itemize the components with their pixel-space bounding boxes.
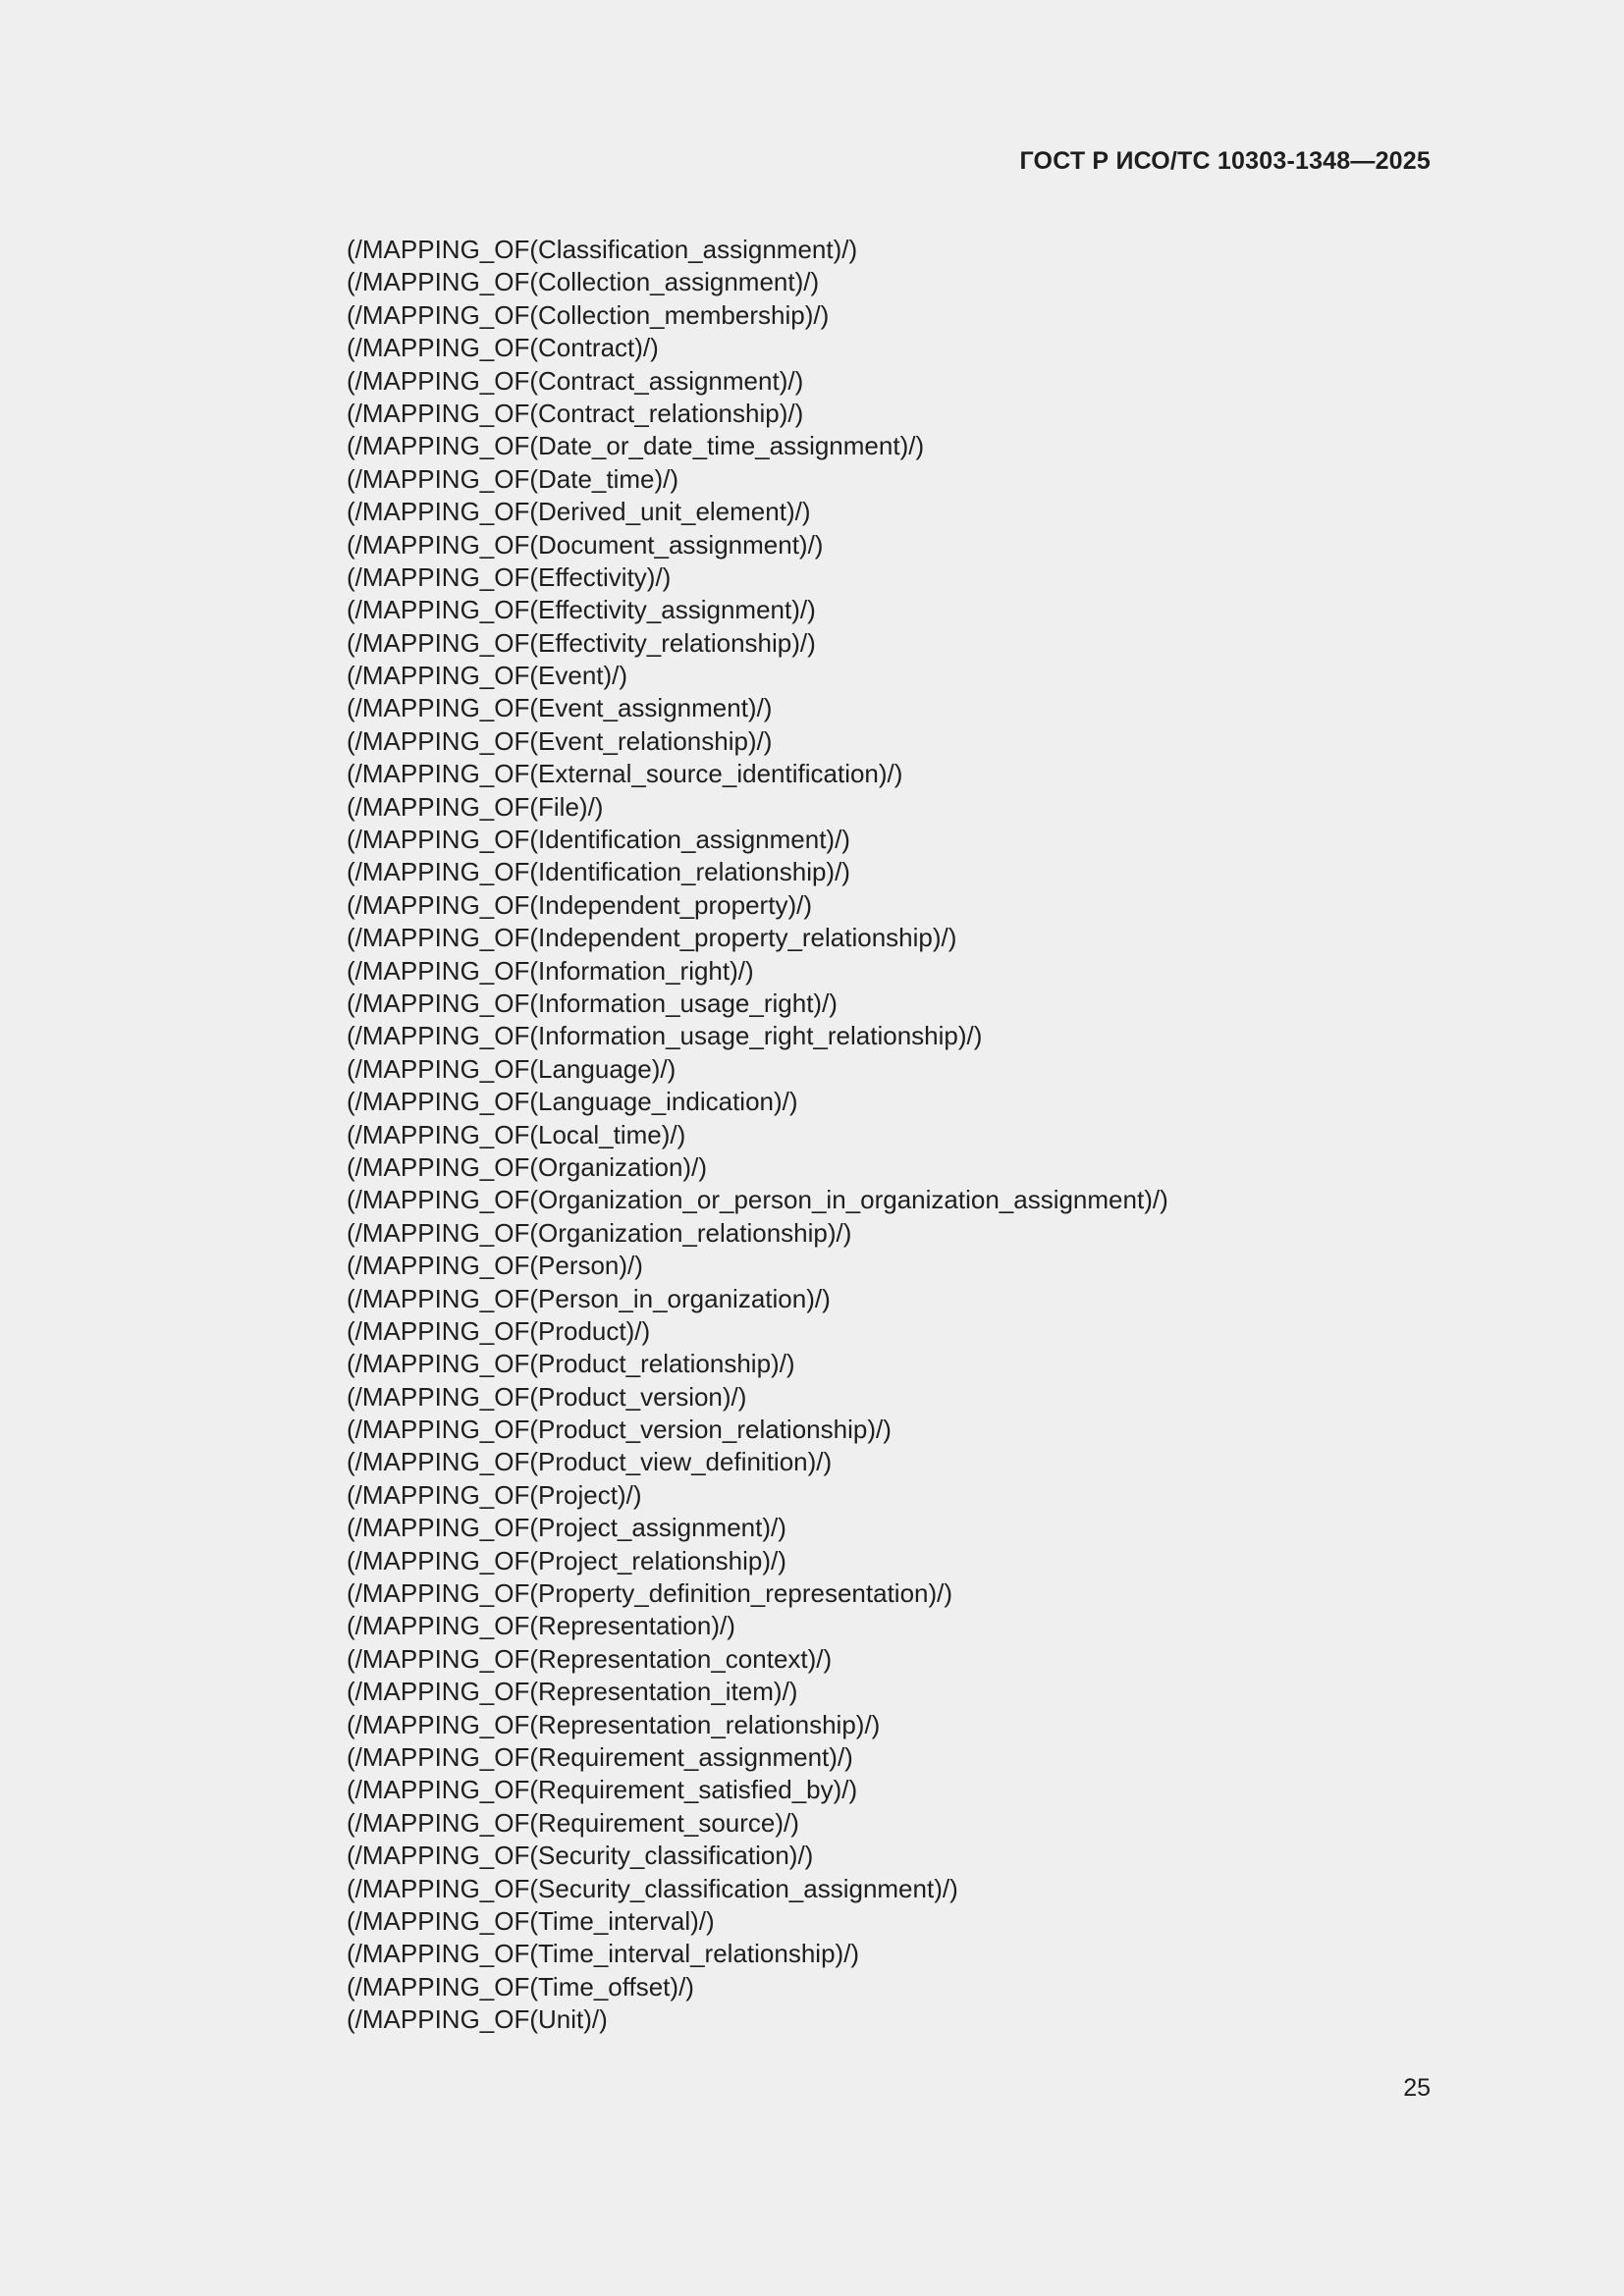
mapping-line: (/MAPPING_OF(Organization_or_person_in_organization_assignment)/)	[347, 1185, 1168, 1215]
mapping-line: (/MAPPING_OF(Project_relationship)/)	[347, 1545, 786, 1575]
mapping-line: (/MAPPING_OF(File)/)	[347, 791, 604, 822]
mapping-line: (/MAPPING_OF(Information_usage_right_relationship)/)	[347, 1021, 983, 1051]
mapping-line: (/MAPPING_OF(Requirement_assignment)/)	[347, 1741, 853, 1772]
mapping-line: (/MAPPING_OF(Security_classification_assignment)/)	[347, 1873, 958, 1903]
mapping-line: (/MAPPING_OF(Collection_assignment)/)	[347, 267, 820, 297]
mapping-line: (/MAPPING_OF(Unit)/)	[347, 2004, 608, 2035]
mapping-list	[347, 234, 1168, 2036]
mapping-line: (/MAPPING_OF(Organization)/)	[347, 1151, 707, 1182]
mapping-line: (/MAPPING_OF(Information_usage_right)/)	[347, 988, 838, 1018]
mapping-line: (/MAPPING_OF(Information_right)/)	[347, 955, 754, 986]
mapping-line: (/MAPPING_OF(Event_relationship)/)	[347, 725, 773, 756]
mapping-line: (/MAPPING_OF(Security_classification)/)	[347, 1841, 814, 1871]
mapping-line: (/MAPPING_OF(Date_time)/)	[347, 463, 679, 494]
mapping-line: (/MAPPING_OF(Language)/)	[347, 1053, 677, 1084]
mapping-line: (/MAPPING_OF(Property_definition_representation)/)	[347, 1578, 953, 1609]
mapping-line: (/MAPPING_OF(Document_assignment)/)	[347, 529, 824, 560]
mapping-line: (/MAPPING_OF(Language_indication)/)	[347, 1087, 798, 1117]
mapping-line: (/MAPPING_OF(Effectivity)/)	[347, 561, 672, 592]
mapping-line: (/MAPPING_OF(Identification_relationship)/)	[347, 857, 850, 887]
mapping-line: (/MAPPING_OF(Effectivity_relationship)/)	[347, 627, 816, 658]
mapping-line: (/MAPPING_OF(Representation_relationship)/)	[347, 1709, 881, 1739]
mapping-line: (/MAPPING_OF(Time_offset)/)	[347, 1971, 694, 2002]
mapping-line: (/MAPPING_OF(Person)/)	[347, 1251, 643, 1281]
mapping-line: (/MAPPING_OF(Representation)/)	[347, 1611, 735, 1641]
mapping-line: (/MAPPING_OF(Classification_assignment)/)	[347, 235, 858, 264]
mapping-line: (/MAPPING_OF(Product_relationship)/)	[347, 1349, 795, 1379]
mapping-line: (/MAPPING_OF(Product_view_definition)/)	[347, 1447, 833, 1477]
mapping-line: (/MAPPING_OF(Product)/)	[347, 1315, 651, 1346]
mapping-line: (/MAPPING_OF(Local_time)/)	[347, 1119, 686, 1149]
mapping-line: (/MAPPING_OF(Representation_item)/)	[347, 1677, 798, 1707]
page-number: 25	[1403, 2074, 1431, 2102]
mapping-line: (/MAPPING_OF(Collection_membership)/)	[347, 299, 830, 330]
mapping-line: (/MAPPING_OF(Product_version)/)	[347, 1381, 747, 1412]
mapping-line: (/MAPPING_OF(Effectivity_assignment)/)	[347, 595, 816, 625]
mapping-line: (/MAPPING_OF(Event)/)	[347, 661, 628, 691]
mapping-line: (/MAPPING_OF(Event_assignment)/)	[347, 693, 773, 723]
mapping-line: (/MAPPING_OF(Contract_relationship)/)	[347, 398, 804, 428]
mapping-line: (/MAPPING_OF(Project_assignment)/)	[347, 1513, 786, 1543]
mapping-line: (/MAPPING_OF(Independent_property)/)	[347, 889, 812, 920]
mapping-line: (/MAPPING_OF(Product_version_relationship)/)	[347, 1415, 892, 1445]
mapping-line: (/MAPPING_OF(External_source_identification)/)	[347, 759, 903, 789]
mapping-line: (/MAPPING_OF(Project)/)	[347, 1479, 642, 1510]
mapping-line: (/MAPPING_OF(Time_interval_relationship)/)	[347, 1939, 860, 1969]
mapping-line: (/MAPPING_OF(Contract)/)	[347, 333, 659, 363]
mapping-line: (/MAPPING_OF(Requirement_source)/)	[347, 1807, 799, 1838]
mapping-line: (/MAPPING_OF(Derived_unit_element)/)	[347, 497, 811, 527]
mapping-line: (/MAPPING_OF(Organization_relationship)/)	[347, 1217, 852, 1248]
mapping-line: (/MAPPING_OF(Person_in_organization)/)	[347, 1283, 831, 1313]
mapping-line: (/MAPPING_OF(Contract_assignment)/)	[347, 365, 804, 396]
mapping-line: (/MAPPING_OF(Representation_context)/)	[347, 1643, 833, 1674]
mapping-line: (/MAPPING_OF(Independent_property_relationship)/)	[347, 923, 957, 953]
document-standard-header: ГОСТ Р ИСО/ТС 10303-1348—2025	[1019, 147, 1431, 175]
mapping-line: (/MAPPING_OF(Requirement_satisfied_by)/)	[347, 1775, 858, 1805]
mapping-line: (/MAPPING_OF(Identification_assignment)/)	[347, 825, 850, 855]
mapping-line: (/MAPPING_OF(Time_interval)/)	[347, 1905, 715, 1936]
mapping-line: (/MAPPING_OF(Date_or_date_time_assignment)/)	[347, 431, 925, 461]
